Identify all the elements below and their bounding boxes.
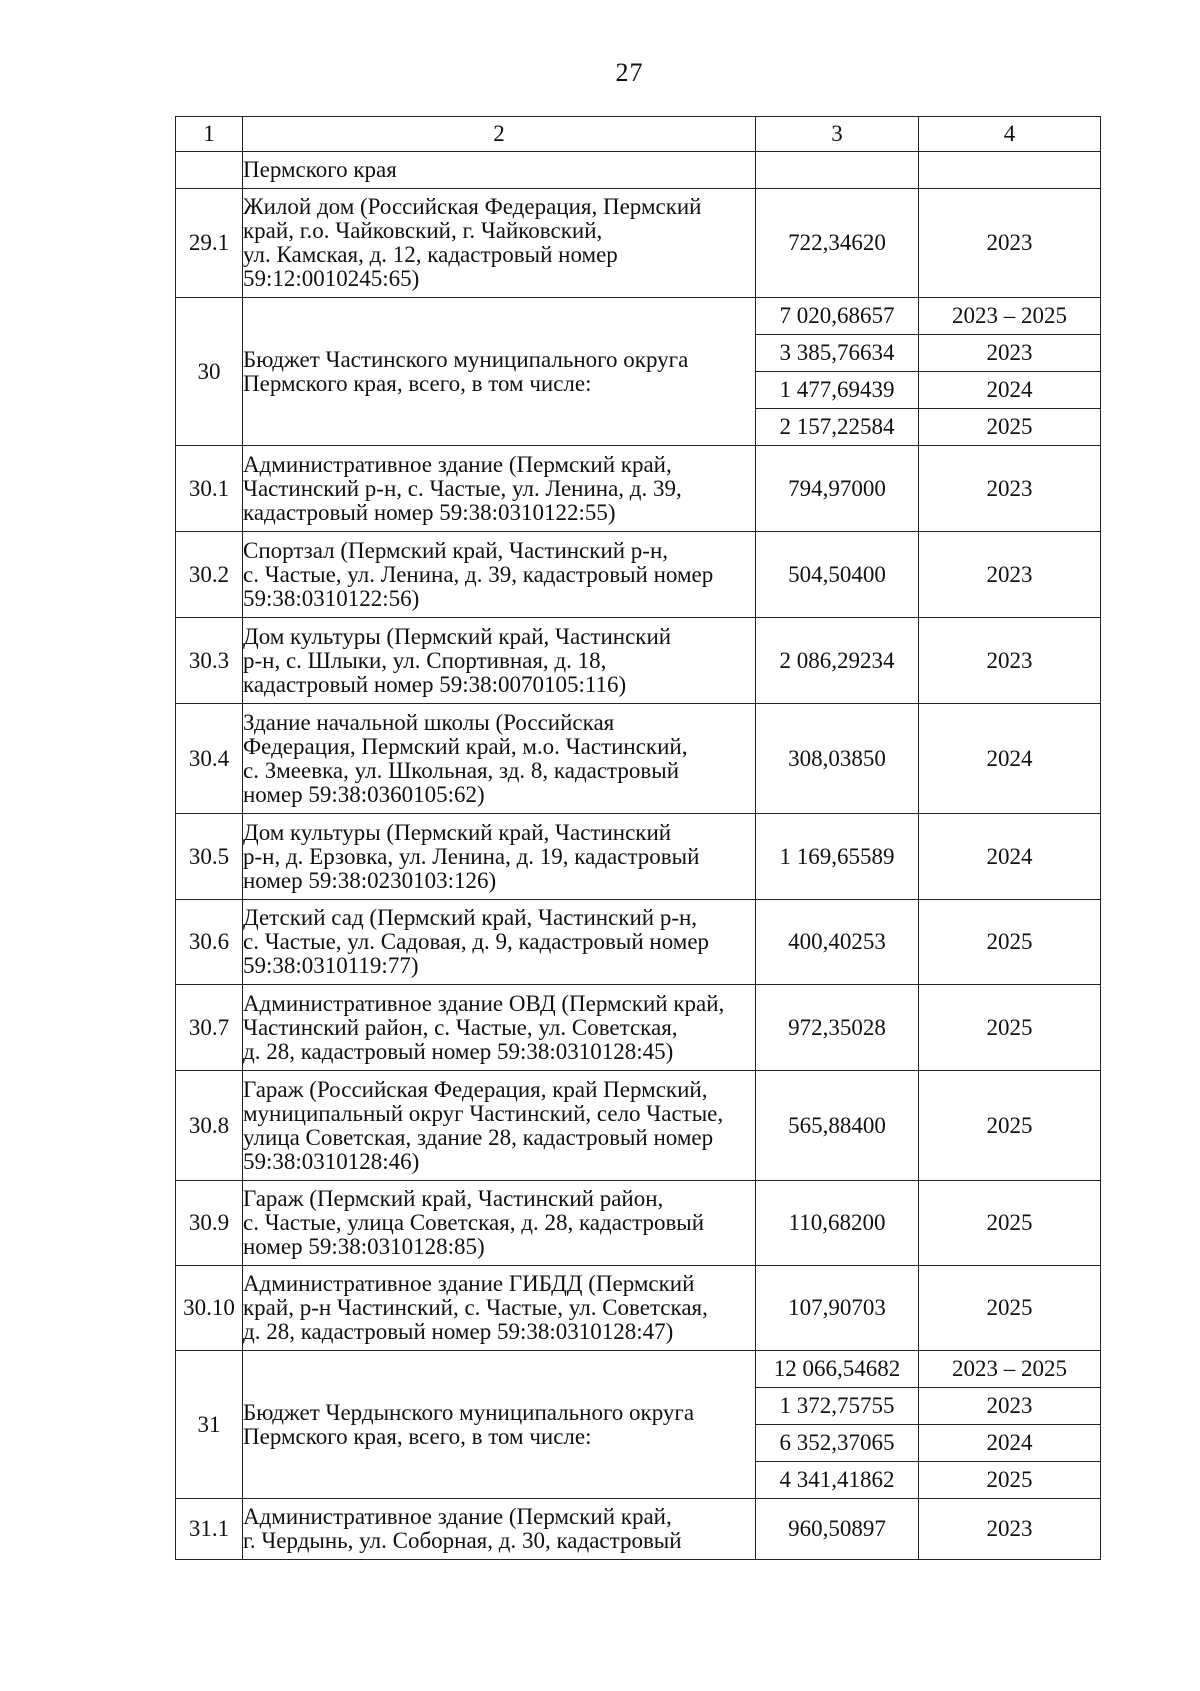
description-line: край, р-н Частинский, с. Частые, ул. Советская, [243,1295,708,1320]
table-row [176,1071,1101,1181]
year-cell: 2023 – 2025 [919,298,1101,335]
year-cell: 2025 [919,1462,1101,1499]
row-number: 30.1 [176,446,243,532]
description-line: 59:38:0310128:46) [243,1148,420,1174]
description-line: Дом культуры (Пермский край, Частинский [243,623,672,649]
row-number: 30.3 [176,618,243,704]
table-row [176,618,1101,704]
year-cell: 2025 [919,1071,1101,1181]
object-description [243,814,756,900]
description-line: Гараж (Пермский край, Частинский район, [243,1186,664,1211]
description-line: 59:12:0010245:65) [243,266,420,291]
year-cell: 2023 – 2025 [919,1351,1101,1388]
year-cell: 2023 [919,189,1101,298]
year-cell: 2024 [919,704,1101,814]
year-cell: 2023 [919,1388,1101,1425]
object-description [243,704,756,814]
description-line: Частинский район, с. Частые, ул. Советская, [243,1014,678,1040]
amount-cell: 960,50897 [756,1499,919,1560]
table-row [176,1499,1101,1560]
row-number: 30.8 [176,1071,243,1181]
header-col-1: 1 [176,117,243,152]
header-col-2: 2 [243,117,756,152]
table-row [176,298,1101,335]
amount-cell: 722,34620 [756,189,919,298]
year-cell: 2023 [919,618,1101,704]
table-row [176,446,1101,532]
description-line: р-н, с. Шлыки, ул. Спортивная, д. 18, [243,647,607,673]
description-line: с. Змеевка, ул. Школьная, зд. 8, кадастровый [243,757,680,783]
amount-cell: 2 086,29234 [756,618,919,704]
year-cell: 2025 [919,1266,1101,1351]
amount-cell: 3 385,76634 [756,335,919,372]
page-number: 27 [615,58,644,87]
row-number: 30.9 [176,1181,243,1266]
amount-cell: 1 372,75755 [756,1388,919,1425]
object-description [243,1499,756,1560]
amount-cell: 565,88400 [756,1071,919,1181]
description-line: г. Чердынь, ул. Соборная, д. 30, кадастровый [243,1528,682,1553]
object-description [243,1351,756,1499]
description-line: кадастровый номер 59:38:0070105:116) [243,671,627,697]
year-cell: 2023 [919,1499,1101,1560]
description-line: Частинский р-н, с. Частые, ул. Ленина, д. 39, [243,475,682,501]
amount-cell: 1 169,65589 [756,814,919,900]
amount-cell: 504,50400 [756,532,919,618]
amount-cell: 107,90703 [756,1266,919,1351]
description-line: муниципальный округ Частинский, село Частые, [243,1100,724,1126]
object-description [243,298,756,446]
amount-cell: 12 066,54682 [756,1351,919,1388]
description-line: Бюджет Чердынского муниципального округа [243,1399,695,1425]
description-line: Пермского края, всего, в том числе: [243,370,592,396]
description-line: Детский сад (Пермский край, Частинский р-н, [243,905,698,930]
table-header-row [176,117,1101,152]
table-row [176,985,1101,1071]
description-line: Бюджет Частинского муниципального округа [243,346,689,372]
description-line: Пермского края, всего, в том числе: [243,1423,592,1449]
description-line: с. Частые, ул. Ленина, д. 39, кадастровый номер [243,561,714,587]
header-col-4: 4 [919,117,1101,152]
object-description [243,1181,756,1266]
amount-cell: 7 020,68657 [756,298,919,335]
amount-cell: 972,35028 [756,985,919,1071]
table-row [176,1266,1101,1351]
amount-cell [756,152,919,189]
amount-cell: 308,03850 [756,704,919,814]
year-cell: 2025 [919,1181,1101,1266]
description-line: 59:38:0310119:77) [243,953,419,978]
amount-cell: 400,40253 [756,900,919,985]
description-line: Дом культуры (Пермский край, Частинский [243,819,672,845]
description-line: Административное здание ГИБДД (Пермский [243,1271,695,1296]
year-cell: 2023 [919,446,1101,532]
table-row [176,1351,1101,1388]
description-line: Гараж (Российская Федерация, край Пермский, [243,1076,708,1102]
row-number: 30.4 [176,704,243,814]
row-number [176,152,243,189]
amount-cell: 2 157,22584 [756,409,919,446]
year-cell [919,152,1101,189]
description-line: д. 28, кадастровый номер 59:38:0310128:45) [243,1038,674,1064]
amount-cell: 794,97000 [756,446,919,532]
description-line: ул. Камская, д. 12, кадастровый номер [243,242,618,267]
row-number: 31 [176,1351,243,1499]
object-description [243,985,756,1071]
year-cell: 2024 [919,372,1101,409]
amount-cell: 6 352,37065 [756,1425,919,1462]
description-line: д. 28, кадастровый номер 59:38:0310128:47) [243,1319,674,1344]
description-line: номер 59:38:0230103:126) [243,867,497,893]
description-line: край, г.о. Чайковский, г. Чайковский, [243,218,603,243]
year-cell: 2024 [919,814,1101,900]
amount-cell: 1 477,69439 [756,372,919,409]
row-number: 30.6 [176,900,243,985]
amount-cell: 110,68200 [756,1181,919,1266]
row-number: 30.5 [176,814,243,900]
table-row [176,189,1101,298]
object-description [243,152,756,189]
row-number: 30.10 [176,1266,243,1351]
description-line: Пермского края [243,157,397,182]
object-description [243,446,756,532]
object-description [243,900,756,985]
row-number: 30 [176,298,243,446]
description-line: Административное здание (Пермский край, [243,1504,672,1529]
amount-cell: 4 341,41862 [756,1462,919,1499]
table-row [176,704,1101,814]
description-line: Спортзал (Пермский край, Частинский р-н, [243,537,669,563]
description-line: р-н, д. Ерзовка, ул. Ленина, д. 19, кадастровый [243,843,700,869]
description-line: номер 59:38:0310128:85) [243,1234,485,1259]
description-line: номер 59:38:0360105:62) [243,781,485,807]
object-description [243,618,756,704]
description-line: 59:38:0310122:56) [243,585,420,611]
header-col-3: 3 [756,117,919,152]
row-number: 30.7 [176,985,243,1071]
description-line: Жилой дом (Российская Федерация, Пермский [243,194,702,219]
description-line: кадастровый номер 59:38:0310122:55) [243,499,616,525]
description-line: Федерация, Пермский край, м.о. Частинский, [243,733,688,759]
description-line: с. Частые, ул. Садовая, д. 9, кадастровый номер [243,929,710,954]
year-cell: 2025 [919,985,1101,1071]
table-row [176,152,1101,189]
object-description [243,532,756,618]
table-row [176,900,1101,985]
object-description [243,1071,756,1181]
description-line: Административное здание (Пермский край, [243,451,672,477]
description-line: улица Советская, здание 28, кадастровый номер [243,1124,714,1150]
year-cell: 2024 [919,1425,1101,1462]
table-row [176,532,1101,618]
object-description [243,189,756,298]
year-cell: 2025 [919,409,1101,446]
year-cell: 2025 [919,900,1101,985]
budget-table [175,116,1101,1560]
object-description [243,1266,756,1351]
table-row [176,814,1101,900]
year-cell: 2023 [919,532,1101,618]
row-number: 29.1 [176,189,243,298]
year-cell: 2023 [919,335,1101,372]
row-number: 31.1 [176,1499,243,1560]
description-line: Административное здание ОВД (Пермский край, [243,990,725,1016]
table-row [176,1181,1101,1266]
description-line: с. Частые, улица Советская, д. 28, кадастровый [243,1210,705,1235]
description-line: Здание начальной школы (Российская [243,709,615,735]
row-number: 30.2 [176,532,243,618]
